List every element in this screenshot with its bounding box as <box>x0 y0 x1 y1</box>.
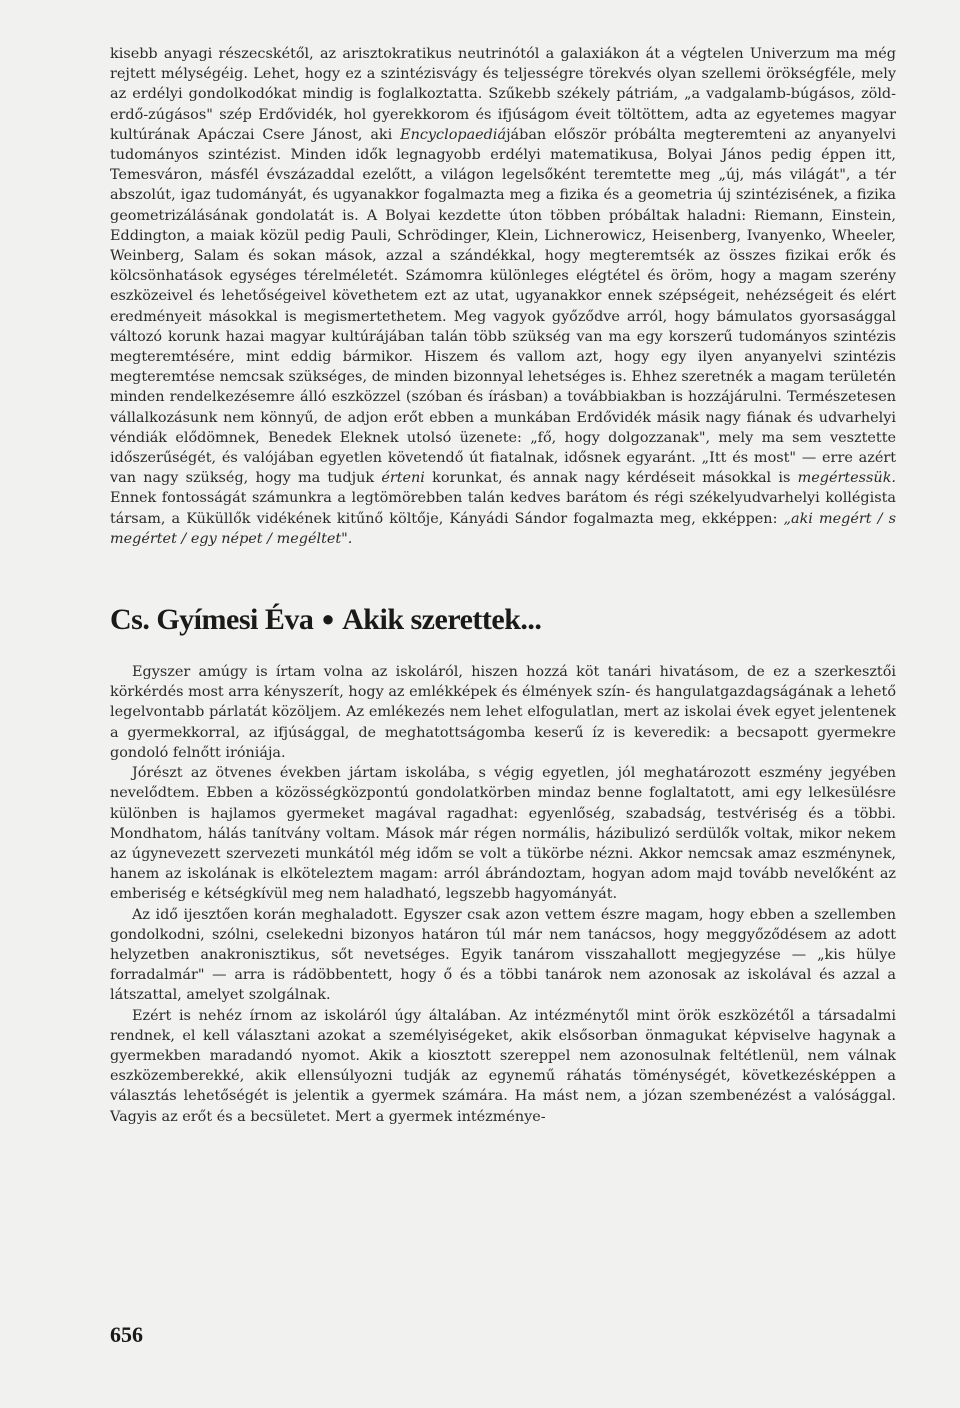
paragraph: Egyszer amúgy is írtam volna az iskoláról, hiszen hozzá köt tanári hivatásom, de ez a szerkesztői körkérdés most arra kényszerít, hogy az emlékképek és élmények szín- és hangulatgazdagságának a lehető legelvontabb párlatát közöljem. Az emlékezés nem lehet elfogulatlan, mert az iskolai évek egyet jelentenek a gyermekkorral, az ifjúsággal, de meghatottságomba keserű íz is keveredik: a becsapott gyermekre gondoló felnőtt iróniája. <box>110 664 896 761</box>
text-run: kisebb anyagi részecskétől, az arisztokratikus neutrinótól a galaxiákon át a végtelen Univerzum ma még rejtett mélységéig. Lehet, hogy ez a szintézisvágy és teljességre törekvés olyan szellemi örökségféle, mely az erdélyi gondolkodókat mindig is foglalkoztatta. Szűkebb székely pátriám, „a vadgalamb-búgásos, zöld-erdő-zúgásos" szép Erdővidék, hol gyerekkorom és ifjúságom éveit töltöttem, adta az egyetemes magyar kultúrának Apáczai Csere Jánost, aki <box>110 46 896 143</box>
italic-text: Encyclopaediá <box>400 126 507 143</box>
page-number: 656 <box>110 1322 143 1347</box>
paragraph <box>110 44 896 549</box>
paragraph: Az idő ijesztően korán meghaladott. Egyszer csak azon vettem észre magam, hogy ebben a szellemben gondolkodni, szólni, cselekedni bizonyos határon túl már nem tanácsos, hogy meggyőződésem az adott helyzetben anakronisztikus, sőt nevetséges. Egyik tanárom visszahallott megjegyzése — „kis hülye forradalmár" — arra is rádöbbentett, hogy ő és a többi tanárok nem azonosak az iskolával és azzal a látszattal, amelyet szolgálnak. <box>110 906 896 1004</box>
text-run: jában először próbálta megteremteni az anyanyelvi tudományos szintézist. Minden idők legnagyobb erdélyi matematikusa, Bolyai János pedig éppen itt, Temesváron, másfél évszázaddal ezelőtt, a világon legelsőként teremtette meg „új, más világát", a tér abszolút, igaz tudományát, és ugyanakkor fogalmazta meg a fizika és a geometria új szintézisének, a fizika geometrizálásának gondolatát is. A Bolyai kezdette úton többen próbáltak haladni: Riemann, Einstein, Eddington, a maiak közül pedig Pauli, Schrödinger, Klein, Lichnerowicz, Heisenberg, Ivanyenko, Wheeler, Weinberg, Salam és sokan mások, azzal a szándékkal, hogy megteremtsék az összes fizikai erők és kölcsönhatások egységes térelméletét. Számomra különleges elégtétel és öröm, hogy a magam szerény eszközeivel és lehetőségeivel követhetem ezt az utat, ugyanakkor ennek szépségeit, nehézségeit és elért eredményeit másokkal is megismertethetem. Meg vagyok győződve arról, hogy bámulatos gyorsasággal változó korunk hazai magyar kultúrájában talán több szükség van ma egy korszerű tudományos szintézis megteremtésére, mint eddig bármikor. Hiszem és vallom azt, hogy egy ilyen anyanyelvi szintézis megteremtése nemcsak szükséges, de minden bizonnyal lehetséges is. Ehhez szeretnék a magam területén minden rendelkezésemre álló eszközzel (szóban és írásban) a továbbiakban is hozzájárulni. Természetesen vállalkozásunk nem könnyű, de adjon erőt ebben a munkában Erdővidék másik nagy fiának és udvarhelyi véndiák elődömnek, Benedek Eleknek utolsó üzenete: „fő, hogy dolgozzanak", mely ma sem vesztette időszerűségét, és valójában egyetlen követendő út fiatalnak, idősnek egyaránt. „Itt és most" — erre azért van nagy szükség, hogy ma tudjuk <box>110 126 896 487</box>
paragraph: Jórészt az ötvenes években jártam iskolába, s végig egyetlen, jól meghatározott eszmény jegyében nevelődtem. Ebben a közösségközpontú gondolatkörben mindaz benne foglaltatott, ami egy lelkesülésre különben is hajlamos gyermeket magával ragadhat: egyenlőség, szabadság, testvériség és a többi. Mondhatom, hálás tanítvány voltam. Mások már régen normális, házibulizó serdülők voltak, mikor nekem az úgynevezett szervezeti munkától még időm se volt a tükörbe nézni. Akkor nemcsak amaz eszménynek, hanem az iskolának is elköteleztem magam: arról ábrándoztam, hogyan adom majd tovább nevelőként az emberiség e kétségkívül meg nem haladható, legszebb hagyományát. <box>110 765 896 903</box>
article-heading <box>110 601 896 638</box>
italic-text: megértessük. <box>797 470 896 487</box>
bullet-separator: ● <box>321 606 335 632</box>
article-author: Cs. Gyímesi Éva <box>110 603 314 637</box>
text-run: Ennek fontosságát számunkra a legtömörebben talán kedves barátom és régi székelyudvarhelyi kollégista társam, a Küküllők vidékének kitűnő költője, Kányádi Sándor fogalmazta meg, ekképpen: <box>110 490 896 527</box>
italic-text: érteni <box>381 470 425 487</box>
article-title: Akik szerettek... <box>342 603 542 637</box>
paragraph: Ezért is nehéz írnom az iskoláról úgy általában. Az intézménytől mint örök eszközétől a társadalmi rendnek, el kell választani azokat a személyiségeket, akik elsősorban önmagukat képviselve hagynak a gyermekben maradandó nyomot. Akik a kiosztott szereppel nem azonosulnak feltétlenül, nem válnak eszközemberekké, akik ellensúlyozni tudják az egynemű ráhatás töménységét, következésképpen a választás lehetőségét is jelentik a gyermek számára. Ha mást nem, a józan szembenézést a valósággal. Vagyis az erőt és a becsületet. Mert a gyermek intézménye- <box>110 1007 896 1125</box>
previous-article-ending <box>110 44 896 549</box>
article-body <box>110 662 896 1127</box>
italic-text: „aki megért / s megértet / egy népet / megéltet". <box>110 510 897 547</box>
text-run: korunkat, és annak nagy kérdéseit másokkal is <box>424 470 798 487</box>
